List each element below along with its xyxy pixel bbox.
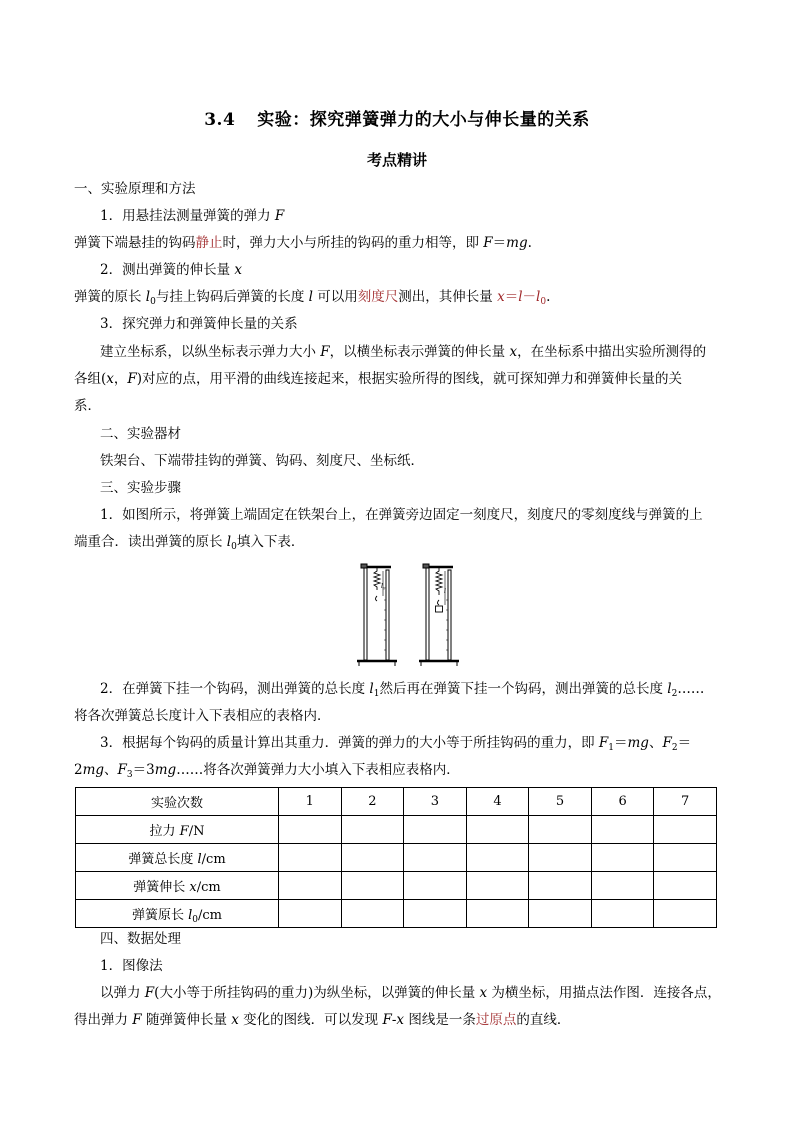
label-l0: $l_0$ [381,583,386,591]
table-col-header: 4 [466,788,529,816]
table-cell [529,844,592,872]
table-cell [466,816,529,844]
table-col-header: 3 [404,788,467,816]
sec1-p3-title: 3．探究弹力和弹簧伸长量的关系 [100,316,298,332]
subtitle: 考点精讲 [366,151,427,169]
table-cell [654,872,717,900]
right-stand [419,564,459,666]
table-cell [404,844,467,872]
table-cell [341,900,404,928]
table-header-row [76,788,717,816]
table-cell [279,872,342,900]
sec1-p2-title: 2．测出弹簧的伸长量 x [100,262,243,278]
table-row [76,844,717,872]
sec3-s2-line1: 2．在弹簧下挂一个钩码，测出弹簧的总长度 $l_1$然后再在弹簧下挂一个钩码，测出弹簧的总长度 $l_2\dots\dots$ [100,681,705,699]
table-row [76,816,717,844]
sec4-m1-title: 1．图像法 [100,958,163,974]
table-cell [654,816,717,844]
table-col-header: 5 [529,788,592,816]
table-cell [279,844,342,872]
sec2-text: 铁架台、下端带挂钩的弹簧、钩码、刻度尺、坐标纸． [100,453,424,469]
left-stand [357,564,397,666]
table-cell [466,844,529,872]
table-cell [466,900,529,928]
sec2-heading: 二、实验器材 [100,426,181,442]
table-col-header: 7 [654,788,717,816]
table-cell [341,872,404,900]
spring-apparatus-figure [355,560,465,670]
row-label-force: 拉力 F/N [76,816,279,844]
title-text: 实验：探究弹簧弹力的大小与伸长量的关系 [257,110,590,130]
sec1-p3-line2: 各组(x，F)对应的点，用平滑的曲线连接起来，根据实验所得的图线，就可探知弹力和弹簧伸长量的关 [74,371,683,387]
table-header-label: 实验次数 [76,788,279,816]
keyword-origin: 过原点 [475,1012,517,1028]
table-cell [279,816,342,844]
table-cell [404,872,467,900]
table-row [76,900,717,928]
sec3-s1-line1: 1．如图所示，将弹簧上端固定在铁架台上，在弹簧旁边固定一刻度尺，刻度尺的零刻度线与弹簧的上 [100,507,703,523]
sec1-p2-text: 弹簧的原长 $l_0$与挂上钩码后弹簧的长度 l 可以用刻度尺测出，其伸长量 $x=l-l_0$. [74,289,551,307]
sec1-p1-title: 1．用悬挂法测量弹簧的弹力 F [100,208,285,224]
sec1-p1-text: 弹簧下端悬挂的钩码静止时，弹力大小与所挂的钩码的重力相等，即 F＝mg. [74,235,532,251]
row-label-total-length: 弹簧总长度 l/cm [76,844,279,872]
sec4-m1-line1: 以弹力 F(大小等于所挂钩码的重力)为纵坐标，以弹簧的伸长量 x 为横坐标，用描点法作图．连接各点， [100,985,721,1001]
sec3-s3-line1: 3．根据每个钩码的质量计算出其重力．弹簧的弹力的大小等于所挂钩码的重力，即 $F_1=mg$、$F_2=$ [100,735,692,753]
table-cell [591,900,654,928]
table-cell [404,900,467,928]
table-cell [591,872,654,900]
table-cell [529,900,592,928]
sec3-heading: 三、实验步骤 [100,480,181,496]
sec1-heading: 一、实验原理和方法 [74,181,196,197]
table-cell [279,900,342,928]
table-cell [591,844,654,872]
table-col-header: 1 [279,788,342,816]
page-title [0,105,794,130]
table-cell [404,816,467,844]
sec3-s1-line2: 端重合．读出弹簧的原长 $l_0$填入下表． [74,534,305,552]
table-cell [341,844,404,872]
sec3-s3-line2: 2mg、$F_3=3mg\dots\dots$将各次弹簧弹力大小填入下表相应表格内． [74,762,460,780]
table-cell [341,816,404,844]
table-cell [529,816,592,844]
table-col-header: 6 [591,788,654,816]
keyword-ruler: 刻度尺 [357,289,399,305]
sec1-p3-line3: 系． [74,398,101,414]
sec1-p3-line1: 建立坐标系，以纵坐标表示弹力大小 F，以横坐标表示弹簧的伸长量 x，在坐标系中描出实验所测得的 [100,344,707,360]
experiment-table [75,787,717,928]
keyword-static: 静止 [195,235,223,251]
table-cell [591,816,654,844]
sec4-heading: 四、数据处理 [100,931,181,947]
table-cell [529,872,592,900]
table-row [76,872,717,900]
row-label-extension: 弹簧伸长 x/cm [76,872,279,900]
sec4-m1-line2: 得出弹力 F 随弹簧伸长量 x 变化的图线．可以发现 F-x 图线是一条过原点的直线． [74,1012,571,1028]
table-cell [654,900,717,928]
sec3-s2-line2: 将各次弹簧总长度计入下表相应的表格内． [74,708,331,724]
table-cell [654,844,717,872]
table-col-header: 2 [341,788,404,816]
row-label-original-length: 弹簧原长 $l_0/cm$ [76,900,279,928]
section-number: 3.4 [204,110,236,130]
table-cell [466,872,529,900]
label-l: l [444,588,446,595]
